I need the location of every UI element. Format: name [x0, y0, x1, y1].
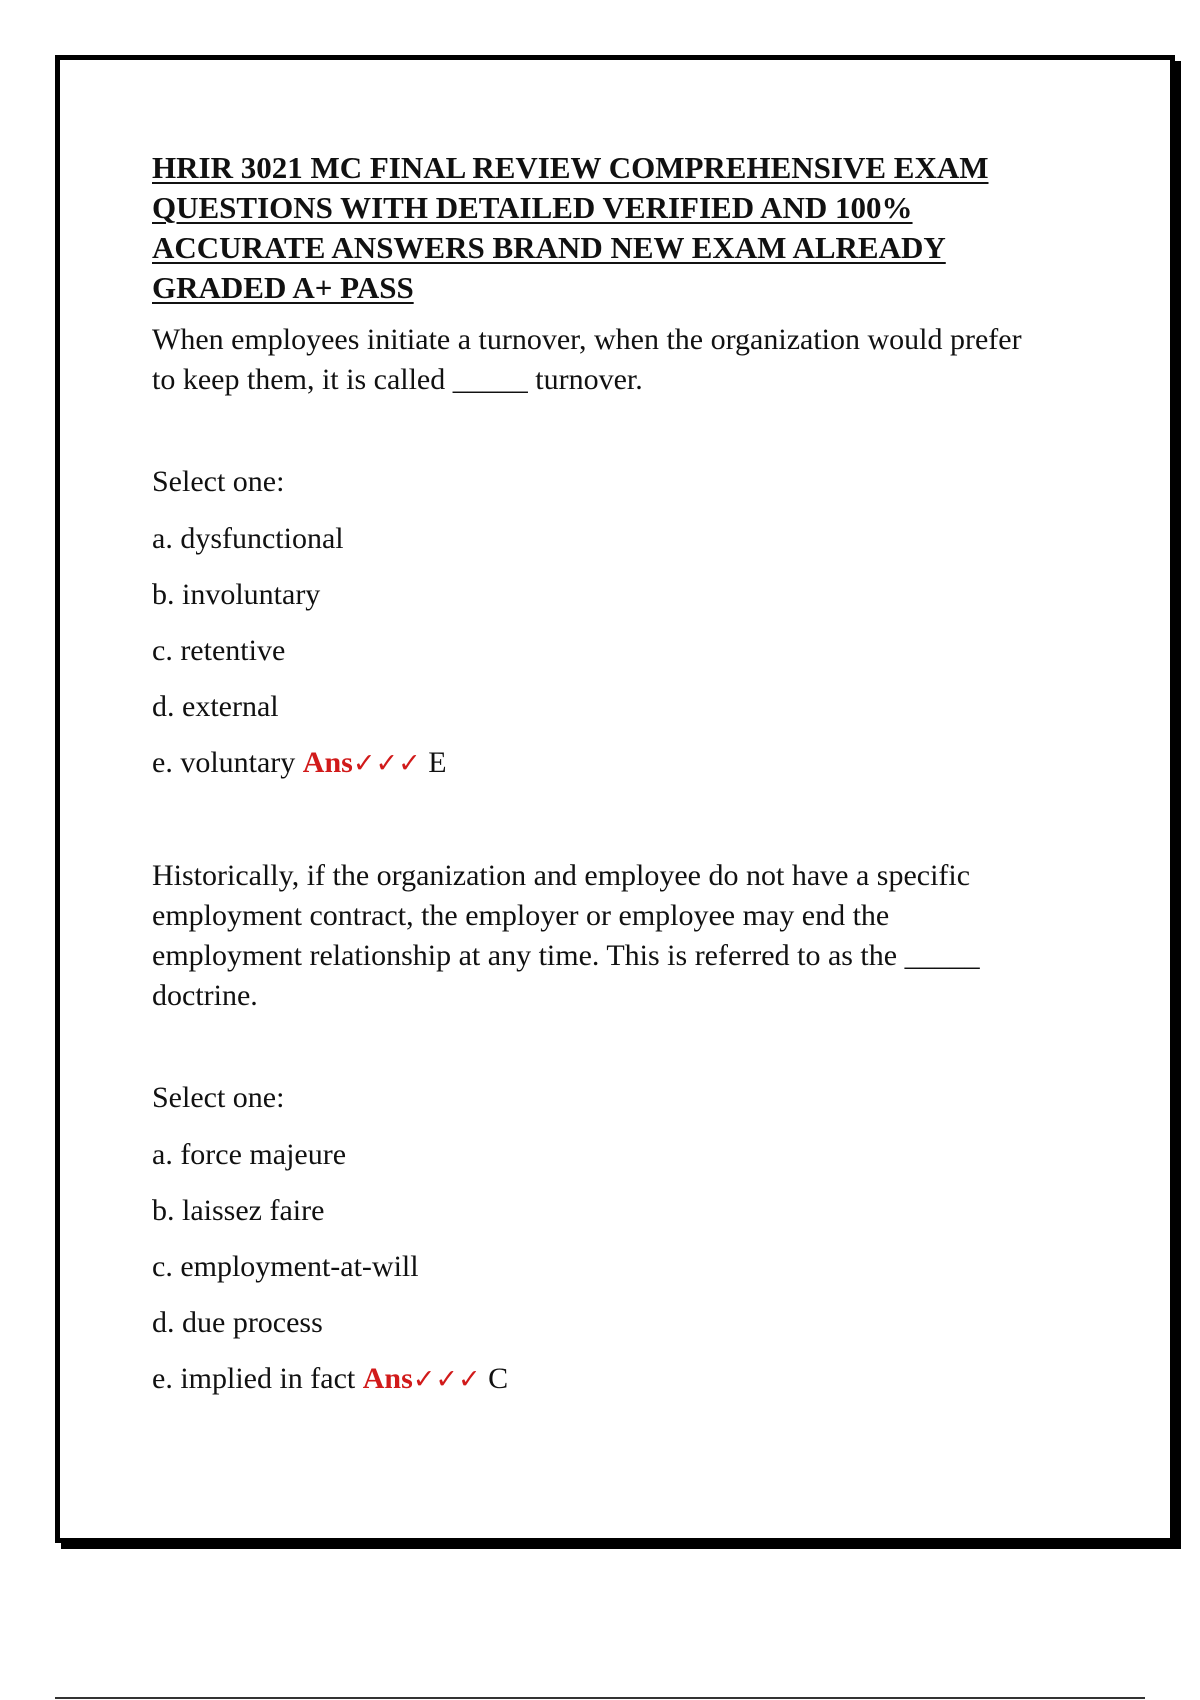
answer-label: Ans: [362, 1362, 413, 1395]
option-d: d. external: [152, 690, 279, 723]
option-c: c. retentive: [152, 634, 286, 667]
answer-value: C: [488, 1362, 509, 1395]
footer-divider: [55, 1697, 1145, 1699]
option-b: b. involuntary: [152, 578, 321, 611]
question-line: to keep them, it is called _____ turnover.: [152, 363, 643, 396]
select-one-label: Select one:: [152, 465, 285, 498]
check-marks-icon: ✓✓✓: [412, 1364, 481, 1395]
option-a: a. force majeure: [152, 1138, 347, 1171]
question-line: When employees initiate a turnover, when the organization would prefer: [152, 323, 1022, 356]
option-a: a. dysfunctional: [152, 522, 344, 555]
check-marks-icon: ✓✓✓: [352, 748, 421, 779]
question-text: [152, 856, 1142, 1016]
option-e: e. voluntary: [152, 746, 296, 779]
question-line: doctrine.: [152, 979, 258, 1012]
title-line: QUESTIONS WITH DETAILED VERIFIED AND 100%: [152, 190, 913, 225]
question-1: [152, 320, 1142, 784]
question-line: employment relationship at any time. This is referred to as the _____: [152, 939, 980, 972]
option-b: b. laissez faire: [152, 1194, 325, 1227]
select-one-label: Select one:: [152, 1081, 285, 1114]
option-e-with-answer: [152, 1359, 1142, 1400]
document-content: [152, 148, 1142, 1416]
option-e-with-answer: [152, 743, 1142, 784]
answer-label: Ans: [302, 746, 353, 779]
question-line: Historically, if the organization and employee do not have a specific: [152, 859, 971, 892]
title-line: HRIR 3021 MC FINAL REVIEW COMPREHENSIVE EXAM: [152, 150, 989, 185]
document-title: [152, 148, 1142, 308]
question-line: employment contract, the employer or employee may end the: [152, 899, 890, 932]
option-d: d. due process: [152, 1306, 323, 1339]
answer-value: E: [428, 746, 447, 779]
option-e: e. implied in fact: [152, 1362, 356, 1395]
question-text: [152, 320, 1142, 400]
page-frame: [55, 55, 1175, 1543]
title-line: ACCURATE ANSWERS BRAND NEW EXAM ALREADY: [152, 230, 946, 265]
option-c: c. employment-at-will: [152, 1250, 419, 1283]
question-2: [152, 856, 1142, 1400]
title-line: GRADED A+ PASS: [152, 270, 414, 305]
